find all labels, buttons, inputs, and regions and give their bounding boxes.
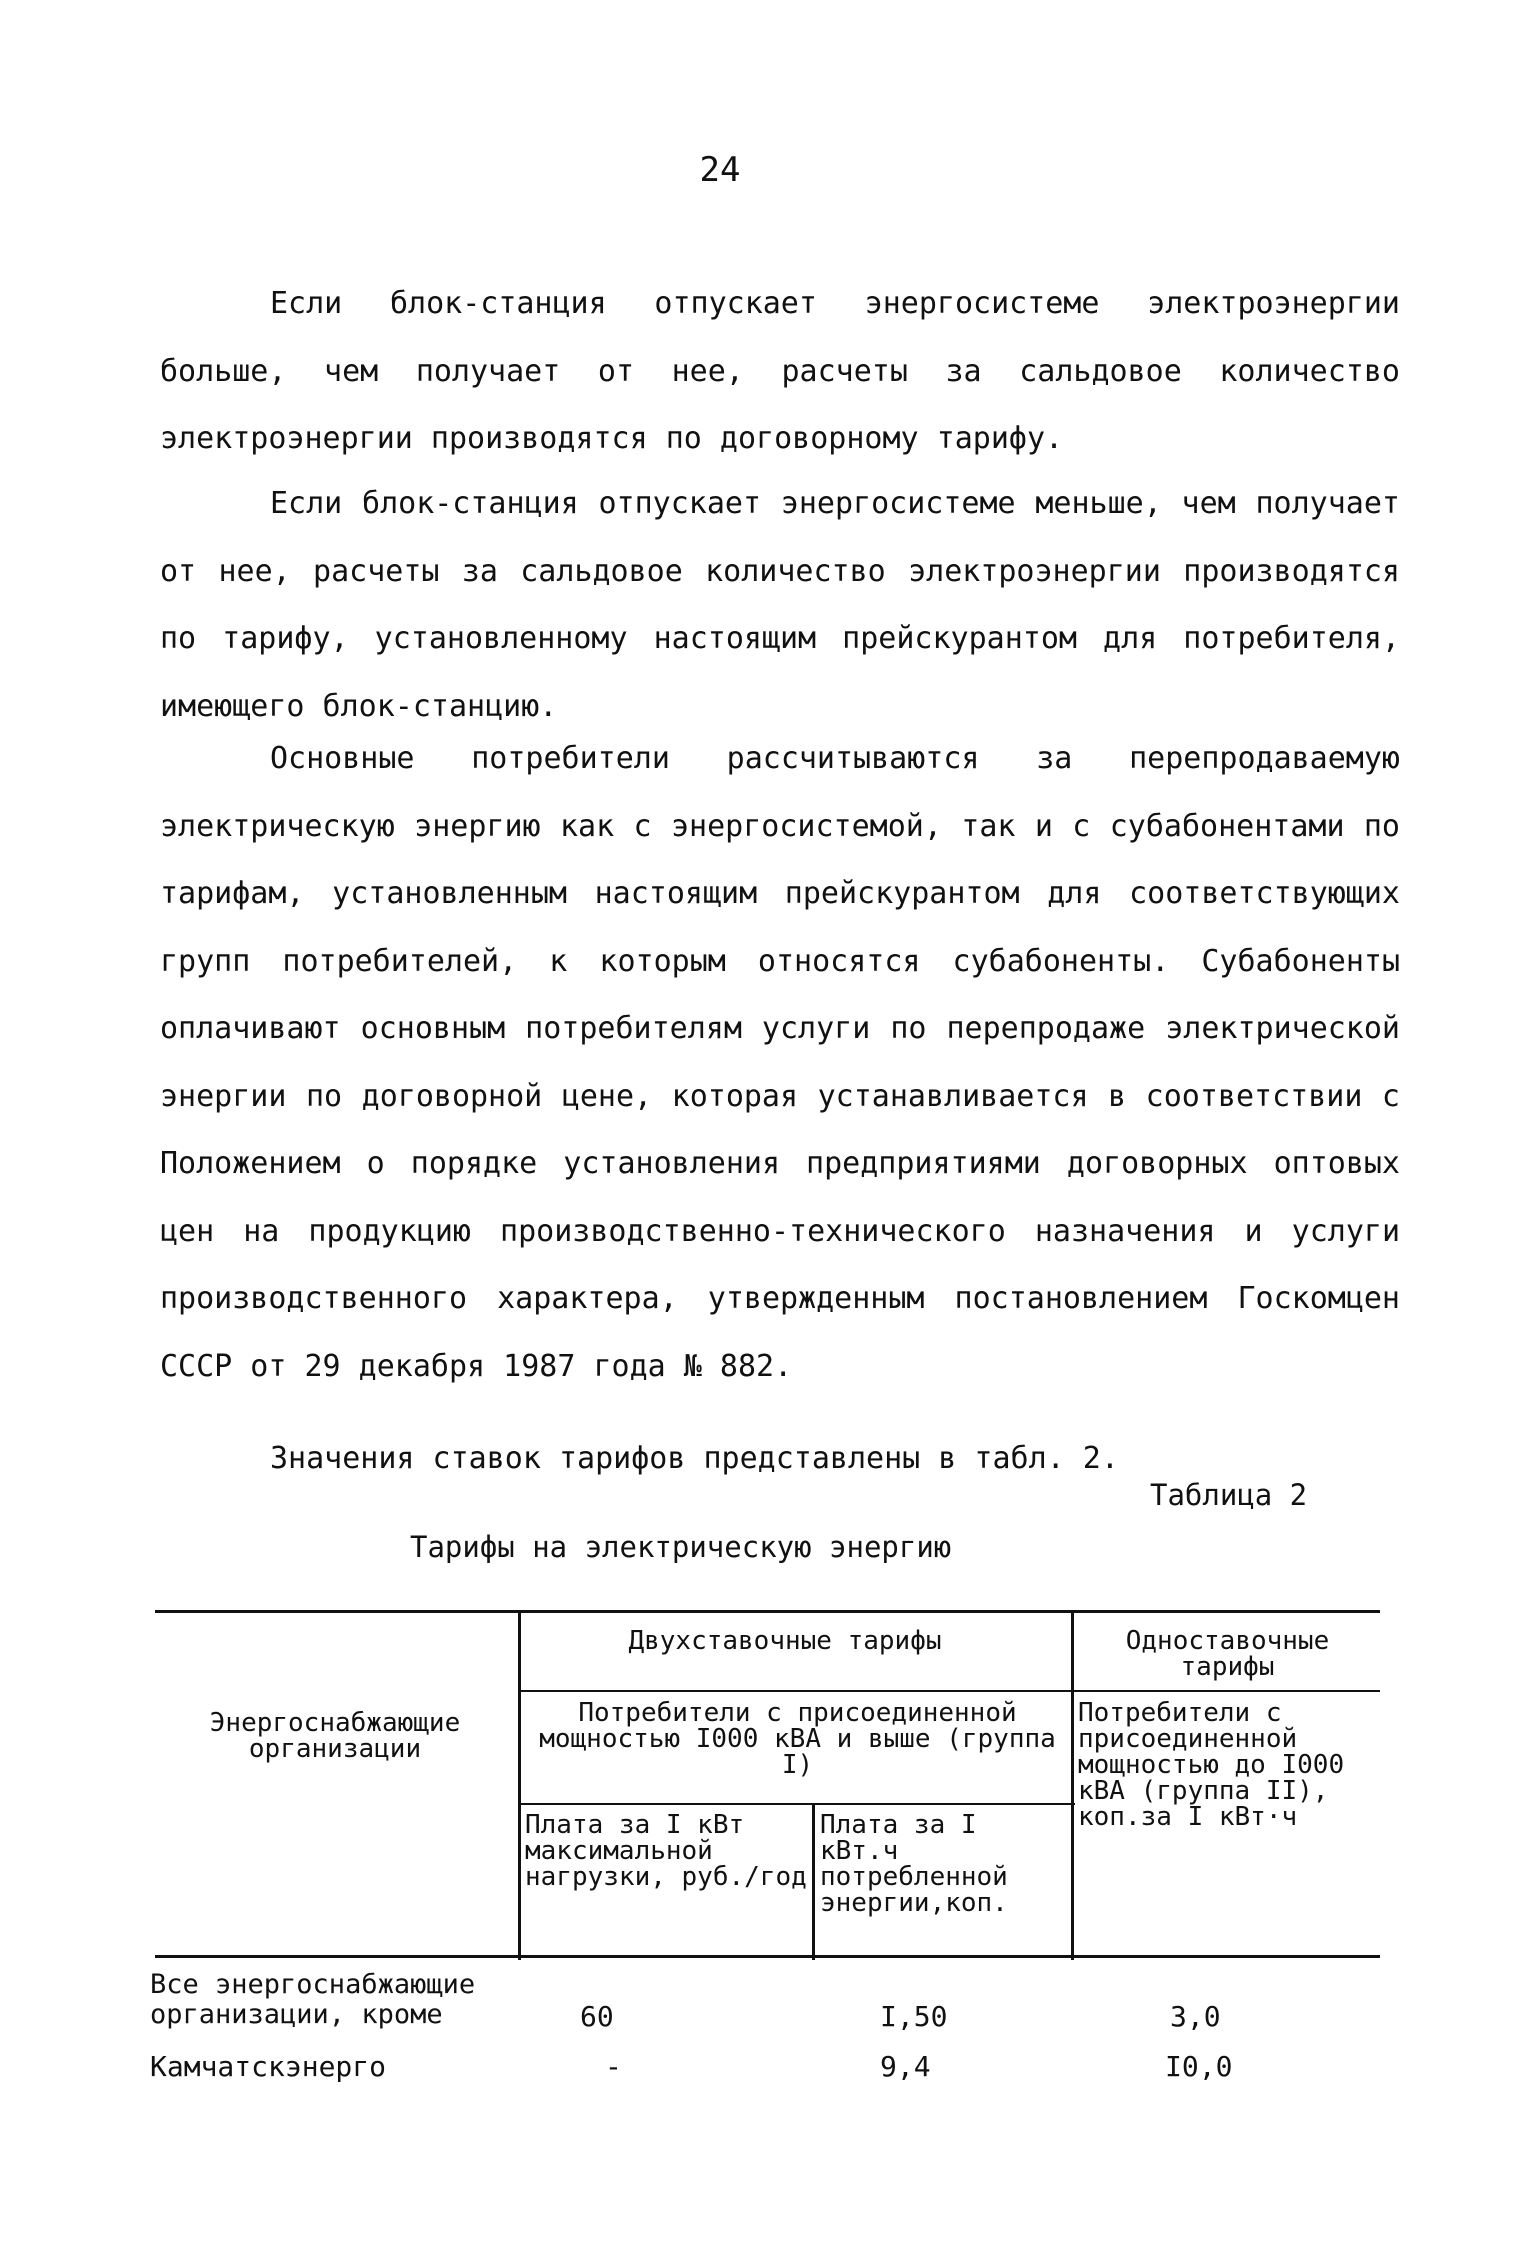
table-row-1	[0, 1970, 1535, 2050]
row-group2: 3,0	[1170, 2000, 1221, 2033]
paragraph-text: Если блок-станция отпускает энергосистеме электроэнергии больше, чем получает от нее, расчеты за сальдовое количество электроэнергии производятся по договорному тарифу.	[160, 286, 1400, 456]
header-group2: Потребители с присоединенной мощностью до I000 кВА (группа II), коп.за I кВт·ч	[1078, 1698, 1345, 1832]
header-org: Энергоснабжающие организации	[209, 1708, 461, 1764]
table-header-bottom-rule	[155, 1955, 1380, 1958]
row-pay-kw: 60	[580, 2000, 614, 2033]
paragraph-text: Основные потребители рассчитываются за перепродаваемую электрическую энергию как с энергосистемой, так и с субабонентами по тарифам, установленным настоящим прейскурантом для соответствующих групп потребителей, к которым относятся субабоненты. Субабоненты оплачивают основным потребителям услуги по перепродаже электрической энергии по договорной цене, которая устанавливается в соответствии с Положением о порядке установления предприятиями договорных оптовых цен на продукцию производственно-технического назначения и услуги производственного характера, утвержденным постановлением Госкомцен СССР от 29 декабря 1987 года № 882.	[160, 741, 1400, 1384]
paragraph-3	[160, 725, 1400, 1400]
header-one-rate: Одноставочные тарифы	[1125, 1626, 1330, 1682]
header-group1: Потребители с присоединенной мощностью I000 кВА и выше (группа I)	[539, 1698, 1056, 1780]
table-vline-3	[812, 1803, 815, 1960]
row-pay-kw: -	[605, 2050, 622, 2083]
table-label: Таблица 2	[1150, 1478, 1308, 1512]
header-two-rate: Двухставочные тарифы	[628, 1626, 942, 1656]
page-number: 24	[699, 150, 741, 190]
header-pay-kwh: Плата за I кВт.ч потребленной энергии,коп.	[820, 1810, 1008, 1918]
table-hline-2	[520, 1803, 1075, 1805]
row-group2: I0,0	[1165, 2050, 1233, 2083]
table-title: Тарифы на электрическую энергию	[410, 1530, 952, 1564]
row-pay-kwh: I,50	[880, 2000, 948, 2033]
row-pay-kwh: 9,4	[880, 2050, 931, 2083]
header-pay-kw: Плата за I кВт максимальной нагрузки, руб./год	[525, 1810, 807, 1892]
paragraph-text: Если блок-станция отпускает энергосистеме меньше, чем получает от нее, расчеты за сальдовое количество электроэнергии производятся по тарифу, установленному настоящим прейскурантом для потребителя, имеющего блок-станцию.	[160, 486, 1400, 724]
table-hline-1	[520, 1690, 1380, 1692]
table-row-2	[0, 2050, 1535, 2100]
paragraph-2	[160, 470, 1400, 740]
table-vline-2	[1071, 1610, 1074, 1960]
table-top-rule	[155, 1610, 1380, 1613]
row-org: Все энергоснабжающие организации, кроме	[150, 1969, 476, 2030]
paragraph-text: Значения ставок тарифов представлены в табл. 2.	[270, 1441, 1119, 1476]
paragraph-1	[160, 270, 1400, 473]
row-org: Камчатскэнерго	[150, 2050, 387, 2083]
table-vline-1	[518, 1610, 521, 1960]
